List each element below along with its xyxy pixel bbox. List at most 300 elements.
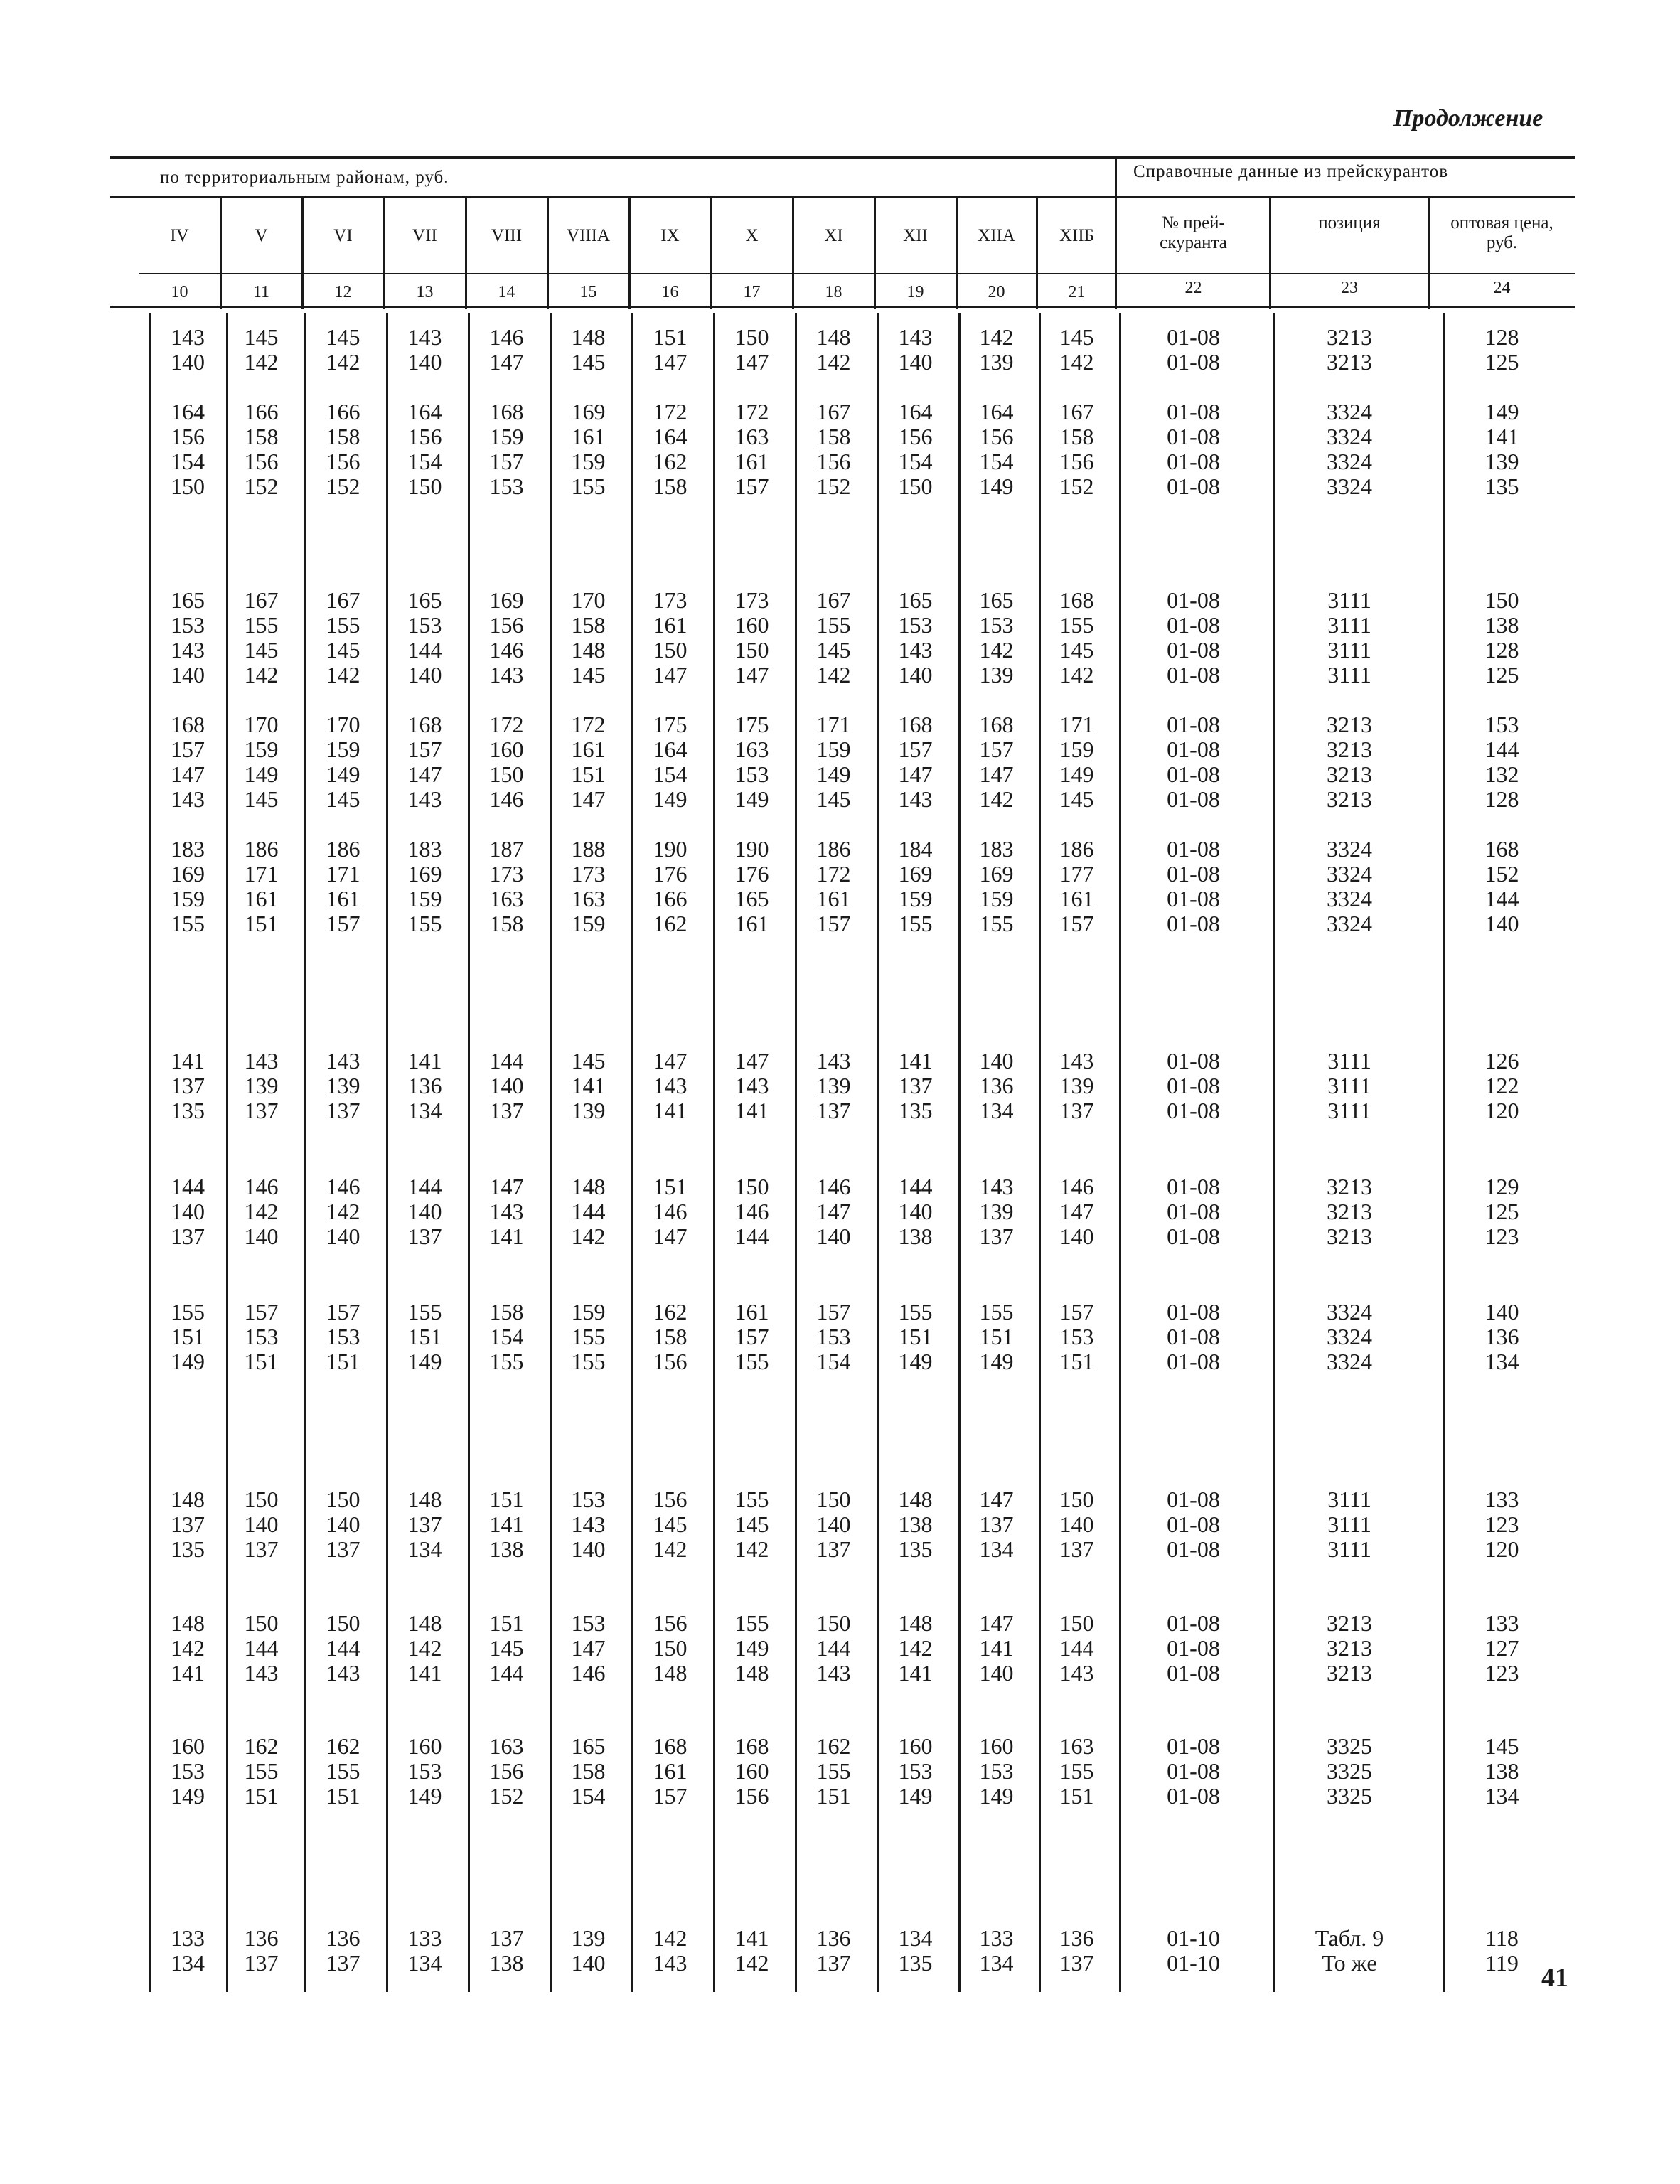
cell-XIIB: 157 [1059,1299,1094,1324]
cell-IV: 142 [171,1635,205,1661]
cell-V: 151 [244,1349,279,1374]
cell-position: 3324 [1327,1349,1372,1374]
cell-VI: 140 [326,1511,360,1537]
cell-VIIIA: 146 [571,1660,606,1686]
cell-IX: 158 [653,1324,687,1349]
column-header-VIIIA: VIIIA [566,226,611,245]
cell-VIII: 147 [489,349,524,375]
cell-XIIB: 167 [1059,399,1094,424]
cell-pricelist-no: 01-08 [1167,786,1220,812]
cell-pricelist-no: 01-08 [1167,1174,1220,1199]
cell-pricelist-no: 01-08 [1167,399,1220,424]
cell-position: 3213 [1327,1174,1372,1199]
cell-wholesale-price: 123 [1484,1224,1519,1249]
cell-VII: 143 [407,786,442,812]
cell-XI: 167 [816,587,851,613]
cell-VIII: 155 [489,1349,524,1374]
cell-IV: 141 [171,1048,205,1074]
cell-pricelist-no: 01-08 [1167,662,1220,687]
cell-pricelist-no: 01-08 [1167,1224,1220,1249]
cell-VII: 144 [407,637,442,663]
cell-VII: 142 [407,1635,442,1661]
cell-VIIIA: 145 [571,349,606,375]
cell-XI: 147 [816,1199,851,1224]
column-number: 24 [1493,279,1511,297]
cell-XIIB: 151 [1059,1349,1094,1374]
cell-XII: 135 [898,1536,933,1562]
cell-XIIA: 139 [979,1199,1014,1224]
cell-XII: 184 [898,836,933,862]
cell-pricelist-no: 01-08 [1167,737,1220,762]
cell-wholesale-price: 125 [1484,349,1519,375]
cell-X: 149 [734,1635,769,1661]
cell-XI: 149 [816,761,851,787]
cell-XIIB: 137 [1059,1098,1094,1123]
cell-XIIB: 159 [1059,737,1094,762]
cell-XIIA: 164 [979,399,1014,424]
cell-VI: 142 [326,1199,360,1224]
cell-IX: 156 [653,1487,687,1512]
cell-VIII: 157 [489,449,524,474]
cell-VI: 186 [326,836,360,862]
cell-IX: 175 [653,712,687,737]
cell-VI: 156 [326,449,360,474]
column-number-rule [110,306,1575,308]
cell-XIIA: 153 [979,1758,1014,1784]
cell-VIIIA: 139 [571,1098,606,1123]
column-header-position: позиция [1318,213,1381,232]
cell-X: 148 [734,1660,769,1686]
cell-V: 170 [244,712,279,737]
cell-position: 3213 [1327,1660,1372,1686]
cell-V: 155 [244,612,279,638]
cell-VI: 170 [326,712,360,737]
column-number: 13 [416,283,434,301]
cell-XIIB: 143 [1059,1660,1094,1686]
cell-XI: 158 [816,424,851,449]
cell-IV: 155 [171,911,205,936]
cell-VIII: 137 [489,1098,524,1123]
cell-VIII: 156 [489,612,524,638]
cell-XII: 135 [898,1098,933,1123]
cell-wholesale-price: 135 [1484,473,1519,499]
cell-position: 3111 [1327,662,1371,687]
cell-XI: 152 [816,473,851,499]
cell-IV: 148 [171,1610,205,1636]
cell-VI: 142 [326,662,360,687]
cell-VIII: 141 [489,1511,524,1537]
cell-IV: 137 [171,1224,205,1249]
cell-wholesale-price: 128 [1484,324,1519,350]
column-number: 14 [498,283,515,301]
column-header-wholesale-price: оптовая цена, руб. [1450,213,1553,252]
cell-VII: 169 [407,861,442,887]
cell-X: 147 [734,662,769,687]
cell-VI: 166 [326,399,360,424]
cell-VII: 155 [407,911,442,936]
cell-wholesale-price: 122 [1484,1073,1519,1098]
cell-XIIA: 169 [979,861,1014,887]
cell-VII: 136 [407,1073,442,1098]
cell-pricelist-no: 01-08 [1167,1349,1220,1374]
cell-XIIA: 142 [979,637,1014,663]
cell-position: 3213 [1327,786,1372,812]
cell-IX: 143 [653,1950,687,1976]
cell-VIII: 173 [489,861,524,887]
cell-X: 168 [734,1733,769,1759]
cell-X: 163 [734,737,769,762]
cell-XIIA: 165 [979,587,1014,613]
column-number: 10 [171,283,188,301]
cell-X: 145 [734,1511,769,1537]
cell-X: 163 [734,424,769,449]
cell-V: 142 [244,1199,279,1224]
cell-XII: 148 [898,1487,933,1512]
column-header-pricelist-no: № прей-скуранта [1160,213,1227,252]
cell-VII: 133 [407,1925,442,1951]
cell-VIIIA: 147 [571,1635,606,1661]
cell-V: 140 [244,1511,279,1537]
cell-XI: 155 [816,1758,851,1784]
cell-IV: 140 [171,1199,205,1224]
cell-VIIIA: 161 [571,737,606,762]
cell-XII: 138 [898,1224,933,1249]
cell-VIIIA: 172 [571,712,606,737]
cell-XII: 140 [898,662,933,687]
cell-XIIB: 137 [1059,1950,1094,1976]
cell-VI: 149 [326,761,360,787]
cell-VIIIA: 165 [571,1733,606,1759]
cell-XII: 154 [898,449,933,474]
cell-IX: 150 [653,637,687,663]
cell-IV: 150 [171,473,205,499]
cell-XIIB: 177 [1059,861,1094,887]
cell-VI: 150 [326,1487,360,1512]
cell-pricelist-no: 01-08 [1167,836,1220,862]
cell-wholesale-price: 128 [1484,786,1519,812]
cell-VIII: 144 [489,1660,524,1686]
cell-VIII: 144 [489,1048,524,1074]
cell-IV: 148 [171,1487,205,1512]
cell-XII: 142 [898,1635,933,1661]
cell-XI: 139 [816,1073,851,1098]
cell-X: 172 [734,399,769,424]
group-header-left: по территориальным районам, руб. [160,168,449,187]
cell-IV: 144 [171,1174,205,1199]
cell-V: 136 [244,1925,279,1951]
cell-wholesale-price: 134 [1484,1783,1519,1809]
cell-IV: 153 [171,1758,205,1784]
cell-XI: 161 [816,886,851,911]
cell-VIIIA: 158 [571,1758,606,1784]
cell-XI: 148 [816,324,851,350]
cell-wholesale-price: 128 [1484,637,1519,663]
cell-XII: 169 [898,861,933,887]
cell-XII: 141 [898,1660,933,1686]
cell-XIIB: 168 [1059,587,1094,613]
cell-V: 145 [244,786,279,812]
cell-V: 162 [244,1733,279,1759]
cell-XI: 150 [816,1487,851,1512]
column-header-VI: VI [333,226,353,245]
cell-pricelist-no: 01-08 [1167,911,1220,936]
cell-pricelist-no: 01-08 [1167,637,1220,663]
cell-VII: 153 [407,612,442,638]
cell-XIIB: 155 [1059,1758,1094,1784]
cell-pricelist-no: 01-08 [1167,1758,1220,1784]
cell-VIIIA: 140 [571,1950,606,1976]
cell-VII: 140 [407,662,442,687]
cell-X: 153 [734,761,769,787]
cell-VIIIA: 153 [571,1610,606,1636]
column-header-IV: IV [170,226,189,245]
cell-XIIA: 157 [979,737,1014,762]
cell-IV: 169 [171,861,205,887]
cell-IV: 135 [171,1536,205,1562]
cell-position: 3324 [1327,1324,1372,1349]
cell-IX: 158 [653,473,687,499]
cell-XIIB: 158 [1059,424,1094,449]
cell-XI: 155 [816,612,851,638]
cell-V: 153 [244,1324,279,1349]
cell-VII: 141 [407,1660,442,1686]
cell-position: 3324 [1327,449,1372,474]
cell-VI: 150 [326,1610,360,1636]
cell-VIIIA: 158 [571,612,606,638]
cell-pricelist-no: 01-08 [1167,1511,1220,1537]
column-number: 16 [661,283,679,301]
cell-IV: 156 [171,424,205,449]
cell-wholesale-price: 132 [1484,761,1519,787]
cell-VIIIA: 159 [571,1299,606,1324]
cell-wholesale-price: 138 [1484,1758,1519,1784]
cell-XIIA: 149 [979,473,1014,499]
cell-VII: 150 [407,473,442,499]
cell-VIII: 160 [489,737,524,762]
cell-VII: 137 [407,1511,442,1537]
cell-XI: 162 [816,1733,851,1759]
cell-VIII: 153 [489,473,524,499]
cell-VII: 151 [407,1324,442,1349]
cell-V: 166 [244,399,279,424]
column-header-XIIA: XIIA [978,226,1015,245]
cell-XIIA: 160 [979,1733,1014,1759]
cell-X: 157 [734,1324,769,1349]
cell-VII: 134 [407,1098,442,1123]
cell-wholesale-price: 119 [1485,1950,1519,1976]
cell-VII: 183 [407,836,442,862]
cell-X: 161 [734,911,769,936]
cell-VI: 140 [326,1224,360,1249]
cell-VII: 143 [407,324,442,350]
column-header-V: V [255,226,268,245]
cell-IX: 161 [653,1758,687,1784]
cell-X: 143 [734,1073,769,1098]
cell-IV: 133 [171,1925,205,1951]
cell-XIIB: 143 [1059,1048,1094,1074]
cell-IV: 135 [171,1098,205,1123]
cell-position: 3111 [1327,1487,1371,1512]
cell-XI: 172 [816,861,851,887]
cell-V: 145 [244,324,279,350]
cell-VII: 137 [407,1224,442,1249]
cell-IV: 183 [171,836,205,862]
column-header-VIII: VIII [491,226,523,245]
cell-V: 143 [244,1660,279,1686]
cell-pricelist-no: 01-08 [1167,587,1220,613]
cell-VIIIA: 140 [571,1536,606,1562]
cell-V: 142 [244,349,279,375]
cell-VI: 145 [326,637,360,663]
cell-position: 3325 [1327,1733,1372,1759]
cell-X: 155 [734,1487,769,1512]
cell-position: 3111 [1327,587,1371,613]
cell-V: 146 [244,1174,279,1199]
cell-pricelist-no: 01-08 [1167,349,1220,375]
cell-position: 3324 [1327,836,1372,862]
cell-VI: 144 [326,1635,360,1661]
cell-XIIA: 149 [979,1783,1014,1809]
cell-VI: 136 [326,1925,360,1951]
cell-VII: 149 [407,1349,442,1374]
cell-IV: 159 [171,886,205,911]
cell-XIIB: 149 [1059,761,1094,787]
cell-VII: 155 [407,1299,442,1324]
cell-pricelist-no: 01-08 [1167,1783,1220,1809]
cell-IV: 143 [171,786,205,812]
cell-VIII: 159 [489,424,524,449]
cell-VIIIA: 188 [571,836,606,862]
cell-XIIA: 183 [979,836,1014,862]
cell-VI: 142 [326,349,360,375]
cell-XIIA: 143 [979,1174,1014,1199]
cell-VI: 157 [326,1299,360,1324]
cell-XIIA: 139 [979,349,1014,375]
cell-XIIB: 151 [1059,1783,1094,1809]
cell-XI: 146 [816,1174,851,1199]
cell-pricelist-no: 01-10 [1167,1925,1220,1951]
cell-position: 3324 [1327,424,1372,449]
cell-VIII: 150 [489,761,524,787]
cell-wholesale-price: 153 [1484,712,1519,737]
cell-VIIIA: 159 [571,449,606,474]
cell-VI: 155 [326,1758,360,1784]
cell-IX: 173 [653,587,687,613]
cell-XIIA: 137 [979,1224,1014,1249]
cell-wholesale-price: 138 [1484,612,1519,638]
cell-IV: 141 [171,1660,205,1686]
cell-VII: 140 [407,1199,442,1224]
cell-VIII: 151 [489,1487,524,1512]
cell-VII: 134 [407,1950,442,1976]
cell-XI: 151 [816,1783,851,1809]
cell-VII: 144 [407,1174,442,1199]
cell-pricelist-no: 01-08 [1167,761,1220,787]
cell-V: 137 [244,1098,279,1123]
cell-X: 144 [734,1224,769,1249]
cell-wholesale-price: 125 [1484,662,1519,687]
cell-XIIB: 145 [1059,324,1094,350]
cell-XI: 157 [816,1299,851,1324]
cell-VIII: 138 [489,1950,524,1976]
cell-XIIA: 168 [979,712,1014,737]
cell-V: 152 [244,473,279,499]
cell-VIIIA: 155 [571,1324,606,1349]
cell-VIIIA: 169 [571,399,606,424]
cell-X: 161 [734,1299,769,1324]
cell-pricelist-no: 01-10 [1167,1950,1220,1976]
cell-pricelist-no: 01-08 [1167,1660,1220,1686]
cell-V: 150 [244,1610,279,1636]
cell-XIIA: 141 [979,1635,1014,1661]
cell-XI: 142 [816,349,851,375]
cell-XIIB: 139 [1059,1073,1094,1098]
cell-IX: 164 [653,424,687,449]
cell-IX: 142 [653,1925,687,1951]
cell-wholesale-price: 141 [1484,424,1519,449]
cell-pricelist-no: 01-08 [1167,1610,1220,1636]
cell-wholesale-price: 145 [1484,1733,1519,1759]
cell-V: 137 [244,1536,279,1562]
cell-V: 142 [244,662,279,687]
cell-VIIIA: 148 [571,1174,606,1199]
cell-VI: 151 [326,1783,360,1809]
cell-IX: 150 [653,1635,687,1661]
cell-VII: 159 [407,886,442,911]
cell-VII: 157 [407,737,442,762]
cell-X: 175 [734,712,769,737]
column-number: 21 [1068,283,1086,301]
cell-VI: 159 [326,737,360,762]
cell-XII: 149 [898,1783,933,1809]
cell-XI: 186 [816,836,851,862]
cell-XII: 150 [898,473,933,499]
cell-IV: 149 [171,1349,205,1374]
cell-IX: 161 [653,612,687,638]
column-number: 15 [579,283,597,301]
cell-IX: 142 [653,1536,687,1562]
cell-XII: 149 [898,1349,933,1374]
cell-XII: 153 [898,1758,933,1784]
cell-VIII: 146 [489,324,524,350]
cell-VI: 137 [326,1950,360,1976]
cell-VIIIA: 142 [571,1224,606,1249]
cell-VIII: 146 [489,786,524,812]
cell-XII: 147 [898,761,933,787]
cell-wholesale-price: 139 [1484,449,1519,474]
cell-X: 150 [734,324,769,350]
cell-V: 145 [244,637,279,663]
cell-wholesale-price: 133 [1484,1610,1519,1636]
cell-IV: 134 [171,1950,205,1976]
column-number: 22 [1184,279,1202,297]
cell-position: 3324 [1327,861,1372,887]
cell-wholesale-price: 126 [1484,1048,1519,1074]
column-header-XII: XII [903,226,928,245]
cell-VIII: 151 [489,1610,524,1636]
cell-XIIA: 155 [979,911,1014,936]
cell-XIIA: 136 [979,1073,1014,1098]
cell-VII: 148 [407,1610,442,1636]
cell-IX: 154 [653,761,687,787]
cell-wholesale-price: 120 [1484,1536,1519,1562]
cell-position: 3213 [1327,349,1372,375]
cell-V: 144 [244,1635,279,1661]
column-header-IX: IX [660,226,680,245]
cell-X: 146 [734,1199,769,1224]
cell-XIIA: 149 [979,1349,1014,1374]
cell-IX: 147 [653,1224,687,1249]
